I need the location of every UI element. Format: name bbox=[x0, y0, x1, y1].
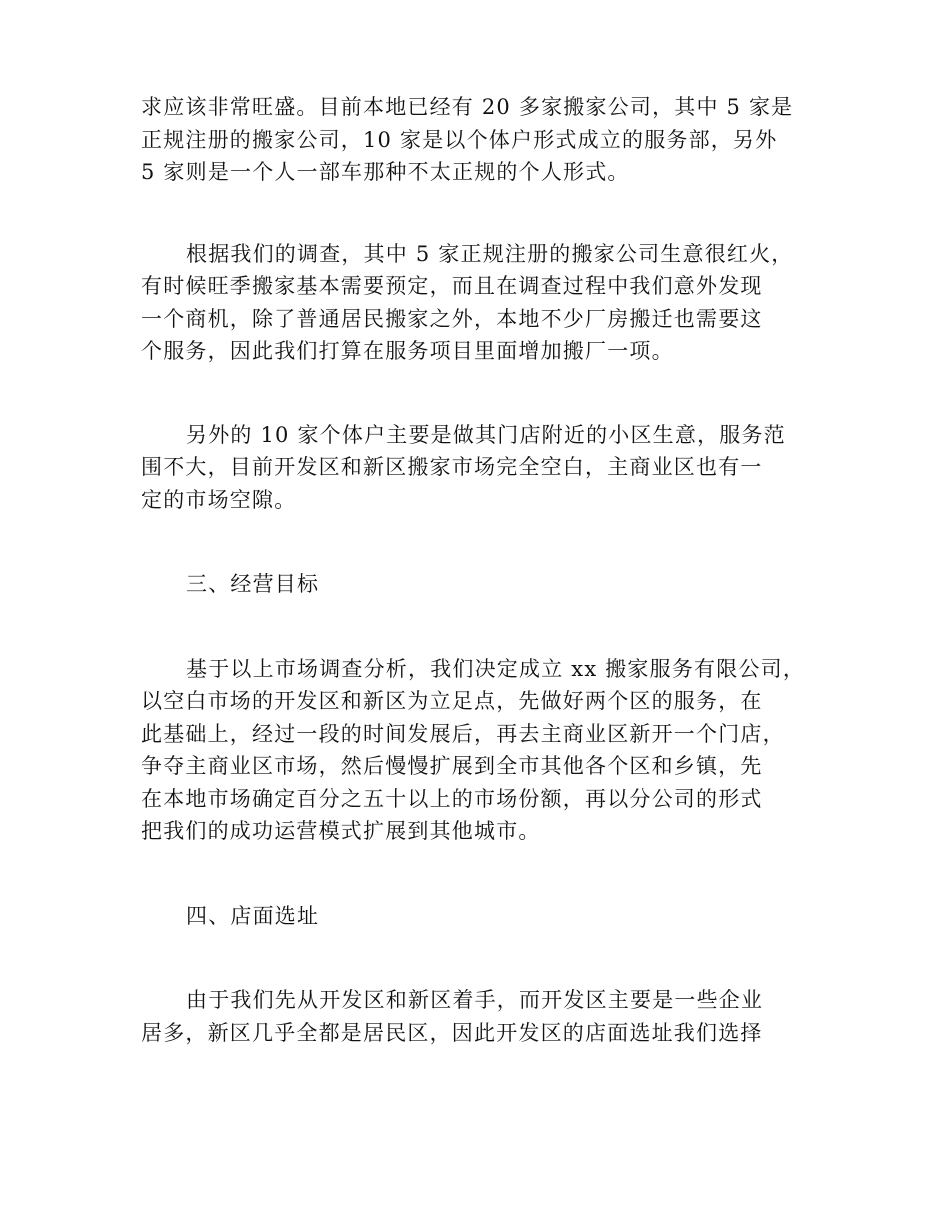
text-line: 此基础上，经过一段的时间发展后，再去主商业区新开一个门店， bbox=[141, 721, 785, 746]
text-line: 有时候旺季搬家基本需要预定，而且在调查过程中我们意外发现 bbox=[141, 274, 763, 298]
text-line: 居多，新区几乎全都是居民区，因此开发区的店面选址我们选择 bbox=[141, 1020, 763, 1045]
heading-store-location bbox=[141, 900, 821, 933]
heading-business-goals bbox=[141, 568, 821, 601]
text-line: 由于我们先从开发区和新区着手，而开发区主要是一些企业 bbox=[186, 988, 764, 1012]
text-line: 定的市场空隙。 bbox=[141, 487, 297, 512]
text-line: 争夺主商业区市场，然后慢慢扩展到全市其他各个区和乡镇，先 bbox=[141, 754, 763, 778]
text-line: 求应该非常旺盛。目前本地已经有 20 多家搬家公司，其中 5 家是 bbox=[141, 95, 794, 119]
text-line: 一个商机，除了普通居民搬家之外，本地不少厂房搬迁也需要这 bbox=[141, 306, 763, 331]
paragraph-business-goals bbox=[141, 653, 821, 848]
text-line: 以空白市场的开发区和新区为立足点，先做好两个区的服务，在 bbox=[141, 689, 763, 713]
paragraph-market-overview bbox=[141, 91, 821, 189]
text-line: 个服务，因此我们打算在服务项目里面增加搬厂一项。 bbox=[141, 339, 674, 363]
text-line: 把我们的成功运营模式扩展到其他城市。 bbox=[141, 819, 541, 843]
text-line: 根据我们的调查，其中 5 家正规注册的搬家公司生意很红火， bbox=[186, 241, 794, 266]
document-page bbox=[141, 91, 821, 1049]
text-line: 5 家则是一个人一部车那种不太正规的个人形式。 bbox=[141, 160, 630, 184]
paragraph-individual-businesses bbox=[141, 419, 821, 517]
text-line: 在本地市场确定百分之五十以上的市场份额，再以分公司的形式 bbox=[141, 786, 763, 811]
text-line: 围不大，目前开发区和新区搬家市场完全空白，主商业区也有一 bbox=[141, 455, 763, 479]
text-line: 另外的 10 家个体户主要是做其门店附近的小区生意，服务范 bbox=[186, 422, 786, 447]
paragraph-survey-findings bbox=[141, 238, 821, 368]
text-line: 正规注册的搬家公司，10 家是以个体户形式成立的服务部，另外 bbox=[141, 127, 778, 152]
paragraph-store-location bbox=[141, 984, 821, 1049]
section-heading: 三、经营目标 bbox=[186, 572, 320, 596]
section-heading: 四、店面选址 bbox=[186, 903, 320, 928]
text-line: 基于以上市场调查分析，我们决定成立 xx 搬家服务有限公司， bbox=[186, 656, 806, 681]
